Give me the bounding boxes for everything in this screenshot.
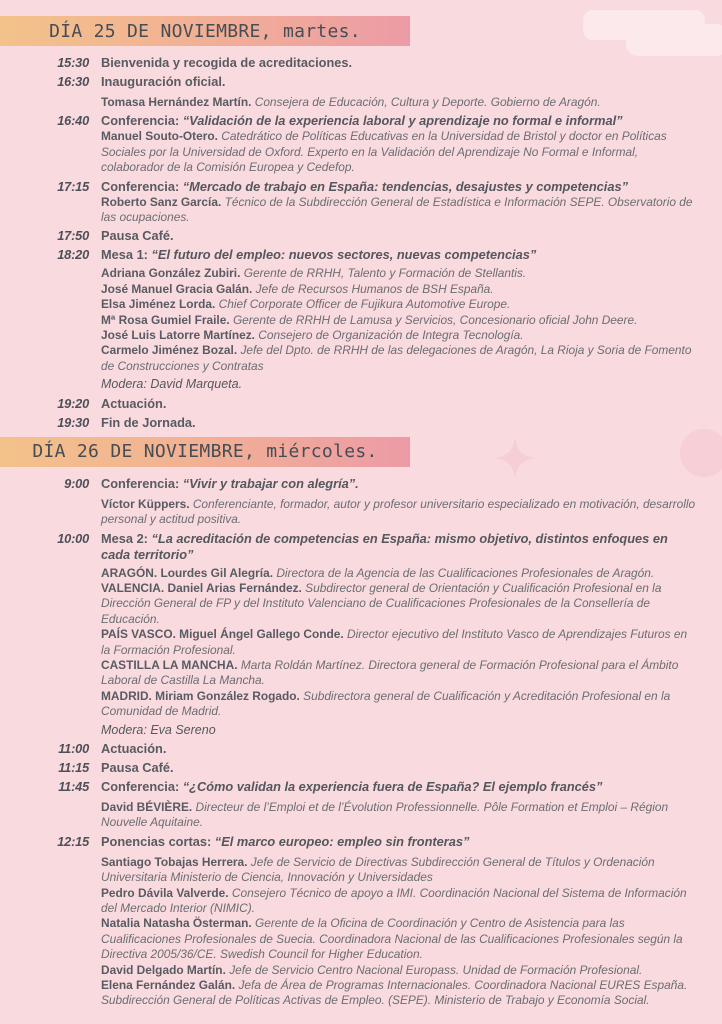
day-title: DÍA 25 DE NOVIEMBRE, martes.: [49, 20, 361, 42]
speaker-text: Chief Corporate Officer de Fujikura Automotive Europe.: [218, 297, 511, 312]
speaker-text: Jefe de Servicio de Directivas Subdirección General de Títulos y Ordenación Universitaria Ministerio de Ciencia, Innovación y Universidades: [101, 854, 655, 885]
heading-text: Bienvenida y recogida de acreditaciones.: [101, 55, 353, 70]
speaker-text: Jefe de Servicio Centro Nacional Europass. Unidad de Formación Profesional.: [229, 962, 643, 977]
speaker-text: Catedrático de Políticas Educativas en la Universidad de Bristol y doctor en Políticas Sociales por la Universidad de Oxford. Experto en la Validación del Aprendizaje No Formal e Informal, colaborador de la Comisión Europea y Cedefop.: [101, 129, 667, 175]
item-heading: [101, 476, 697, 492]
item-content: [89, 834, 722, 1009]
schedule-item-row: [0, 415, 722, 431]
speaker-text: David Delgado Martín.: [101, 962, 230, 977]
heading-text: Pausa Café.: [101, 759, 174, 775]
speaker-text: Roberto Sanz García.: [101, 194, 225, 209]
item-time: 19:20: [57, 395, 89, 411]
item-content: [89, 247, 722, 392]
item-heading: [101, 74, 697, 90]
heading-text: Conferencia:: [101, 475, 183, 491]
speaker-text: Gerente de RRHH, Talento y Formación de Stellantis.: [243, 266, 527, 281]
speaker-text: Víctor Küppers.: [101, 496, 193, 511]
speaker-text: PAÍS VASCO. Miguel Ángel Gallego Conde.: [101, 627, 347, 642]
speaker-text: Elena Fernández Galán.: [101, 978, 239, 993]
schedule-item-row: [0, 760, 722, 776]
speaker-line: [101, 658, 697, 689]
day-title: DÍA 26 DE NOVIEMBRE, miércoles.: [32, 441, 378, 463]
speaker-text: Santiago Tobajas Herrera.: [101, 854, 251, 869]
heading-text: “El futuro del empleo: nuevos sectores, nuevas competencias”: [151, 247, 537, 263]
item-time: 19:30: [57, 414, 89, 430]
item-content: [89, 760, 722, 776]
speaker-lines: [101, 95, 697, 110]
speaker-line: [101, 886, 697, 917]
heading-text: Mesa 2:: [101, 530, 152, 546]
speaker-text: Mª Rosa Gumiel Fraile.: [101, 312, 233, 327]
speaker-text: Jefa de Área de Programas Internacionales. Coordinadora Nacional EURES España. Subdirección General de Políticas Activas de Empleo. (SEPE). Ministerio de Trabajo y Economía Social.: [101, 978, 688, 1008]
speaker-line: [101, 581, 697, 627]
item-content: [89, 74, 722, 110]
speaker-line: [101, 266, 697, 281]
speaker-text: ARAGÓN. Lourdes Gil Alegría.: [101, 565, 277, 580]
speaker-text: Marta Roldán Martínez. Directora general de Formación Profesional para el Ámbito Laboral de Castilla La Mancha.: [101, 657, 679, 688]
schedule-item-row: [0, 247, 722, 392]
schedule-item-row: [0, 834, 722, 1009]
schedule-item-row: [0, 741, 722, 757]
item-heading: [101, 760, 697, 776]
speaker-text: Carmelo Jiménez Bozal.: [101, 343, 241, 358]
item-content: [89, 531, 722, 738]
item-content: [89, 55, 722, 71]
item-content: [89, 113, 722, 175]
item-time: 17:15: [57, 178, 89, 194]
schedule-item-row: [0, 179, 722, 226]
heading-text: Conferencia:: [101, 113, 183, 129]
heading-text: Conferencia:: [101, 778, 183, 794]
speaker-lines: [101, 195, 697, 226]
speaker-text: CASTILLA LA MANCHA.: [101, 657, 241, 672]
speaker-text: Jefe del Dpto. de RRHH de las delegaciones de Aragón, La Rioja y Soria de Fomento de Construcciones y Contratas: [101, 343, 692, 373]
speaker-lines: [101, 129, 697, 175]
item-content: [89, 415, 722, 431]
day-header-band: [0, 437, 410, 467]
speaker-lines: [101, 266, 697, 392]
speaker-text: José Luis Latorre Martínez.: [101, 328, 259, 343]
speaker-line: [101, 566, 697, 581]
item-time: 11:15: [58, 759, 89, 775]
item-time: 12:15: [57, 833, 89, 849]
heading-text: “¿Cómo validan la experiencia fuera de España? El ejemplo francés”: [182, 778, 603, 794]
heading-text: Pausa Café.: [101, 228, 174, 244]
speaker-text: Adriana González Zubiri.: [101, 266, 244, 281]
speaker-line: [101, 328, 697, 343]
speaker-line: [101, 195, 697, 226]
speaker-text: Directora de la Agencia de las Cualificaciones Profesionales de Aragón.: [276, 565, 655, 580]
moderator-line: [101, 377, 697, 392]
day-section: [0, 437, 722, 1009]
item-time: 16:30: [57, 74, 89, 89]
speaker-text: Gerente de RRHH de Lamusa y Servicios, Concesionario oficial John Deere.: [232, 312, 638, 327]
speaker-text: Jefe de Recursos Humanos de BSH España.: [255, 281, 494, 296]
speaker-text: Técnico de la Subdirección General de Estadística e Información SEPE. Observatorio de las ocupaciones.: [101, 194, 693, 225]
item-heading: [101, 834, 697, 850]
item-heading: [101, 228, 697, 244]
heading-text: Actuación.: [101, 740, 167, 756]
item-content: [89, 396, 722, 412]
heading-text: “La acreditación de competencias en España: mismo objetivo, distintos enfoques en cada territorio”: [101, 530, 668, 562]
speaker-line: [101, 627, 697, 658]
speaker-line: [101, 282, 697, 297]
speaker-text: David BÉVIÈRE.: [101, 799, 196, 814]
item-heading: [101, 247, 697, 263]
speaker-text: Consejero Técnico de apoyo a IMI. Coordinación Nacional del Sistema de Información del Mercado Interior (NIMIC).: [101, 885, 687, 915]
heading-text: Fin de Jornada.: [101, 414, 196, 430]
item-heading: [101, 396, 697, 412]
speaker-text: MADRID. Miriam González Rogado.: [101, 688, 304, 703]
heading-text: Conferencia:: [101, 178, 183, 194]
item-time: 11:45: [58, 778, 89, 794]
schedule-item-row: [0, 779, 722, 831]
speaker-text: Consejera de Educación, Cultura y Deporte. Gobierno de Aragón.: [254, 95, 601, 109]
speaker-text: Directeur de l’Emploi et de l’Évolution Professionnelle. Pôle Formation et Emploi – Région Nouvelle Aquitaine.: [101, 799, 669, 830]
item-time: 16:40: [57, 113, 89, 129]
speaker-text: Subdirector general de Orientación y Cualificación Profesional en la Dirección General de FP y del Instituto Valenciano de Cualificaciones Profesionales de la Consellería de Educación.: [101, 580, 662, 626]
item-time: 9:00: [64, 475, 89, 491]
schedule-item-row: [0, 531, 722, 738]
speaker-text: Subdirectora general de Cualificación y Acreditación Profesional en la Comunidad de Madrid.: [101, 688, 671, 719]
item-content: [89, 741, 722, 757]
item-content: [89, 476, 722, 528]
item-heading: [101, 741, 697, 757]
speaker-line: [101, 343, 697, 374]
item-time: 18:20: [57, 247, 89, 263]
speaker-lines: [101, 800, 697, 831]
speaker-line: [101, 855, 697, 886]
speaker-text: Tomasa Hernández Martín.: [101, 95, 255, 109]
item-heading: [101, 179, 697, 195]
speaker-line: [101, 916, 697, 962]
speaker-line: [101, 129, 697, 175]
speaker-line: [101, 963, 697, 978]
schedule-item-row: [0, 74, 722, 110]
day-header-band: [0, 16, 410, 46]
item-time: 10:00: [57, 530, 89, 546]
item-time: 11:00: [58, 740, 89, 756]
moderator-text: Modera: David Marqueta.: [101, 377, 243, 392]
moderator-line: [101, 723, 697, 738]
day-section: [0, 16, 722, 431]
heading-text: “Vivir y trabajar con alegría”.: [182, 475, 359, 491]
speaker-text: Elsa Jiménez Lorda.: [101, 297, 219, 312]
speaker-line: [101, 313, 697, 328]
speaker-text: Conferenciante, formador, autor y profesor universitario especializado en motivación, desarrollo personal y actitud positiva.: [101, 496, 696, 527]
item-content: [89, 179, 722, 226]
heading-text: Actuación.: [101, 395, 167, 411]
speaker-line: [101, 689, 697, 720]
schedule-item-row: [0, 113, 722, 175]
item-content: [89, 779, 722, 831]
item-time: 17:50: [57, 228, 89, 244]
speaker-text: VALENCIA. Daniel Arias Fernández.: [101, 580, 306, 595]
item-heading: [101, 415, 697, 431]
speaker-text: Consejero de Organización de Integra Tecnología.: [258, 328, 524, 343]
schedule-item-row: [0, 396, 722, 412]
speaker-text: Director ejecutivo del Instituto Vasco de Aprendizajes Futuros en la Formación Profesional.: [101, 627, 688, 657]
item-heading: [101, 55, 697, 71]
schedule-item-row: [0, 476, 722, 528]
speaker-lines: [101, 566, 697, 738]
schedule-item-row: [0, 55, 722, 71]
speaker-text: Gerente de la Oficina de Coordinación y Centro de Asistencia para las Cualificaciones Profesionales de Suecia. Coordinadora Nacional de las Cualificaciones Profesionales según la Directiva 2005/36/CE. Swedish Council for Higher Education.: [101, 916, 683, 962]
speaker-text: Natalia Natasha Österman.: [101, 916, 255, 931]
speaker-line: [101, 978, 697, 1009]
item-heading: [101, 113, 697, 129]
heading-text: “Validación de la experiencia laboral y aprendizaje no formal e informal”: [182, 113, 623, 129]
speaker-text: Pedro Dávila Valverde.: [101, 885, 232, 900]
item-time: 15:30: [57, 55, 89, 70]
heading-text: “El marco europeo: empleo sin fronteras”: [214, 833, 470, 849]
heading-text: Mesa 1:: [101, 247, 152, 263]
item-content: [89, 228, 722, 244]
speaker-lines: [101, 497, 697, 528]
heading-text: Ponencias cortas:: [101, 833, 215, 849]
speaker-text: Manuel Souto-Otero.: [101, 129, 222, 144]
speaker-lines: [101, 855, 697, 1009]
item-heading: [101, 779, 697, 795]
heading-text: “Mercado de trabajo en España: tendencias, desajustes y competencias”: [182, 178, 628, 194]
speaker-line: [101, 95, 697, 110]
moderator-text: Modera: Eva Sereno: [101, 722, 216, 737]
speaker-line: [101, 497, 697, 528]
heading-text: Inauguración oficial.: [101, 74, 226, 89]
speaker-line: [101, 297, 697, 312]
schedule-item-row: [0, 228, 722, 244]
speaker-line: [101, 800, 697, 831]
speaker-text: José Manuel Gracia Galán.: [101, 281, 256, 296]
item-heading: [101, 531, 697, 563]
